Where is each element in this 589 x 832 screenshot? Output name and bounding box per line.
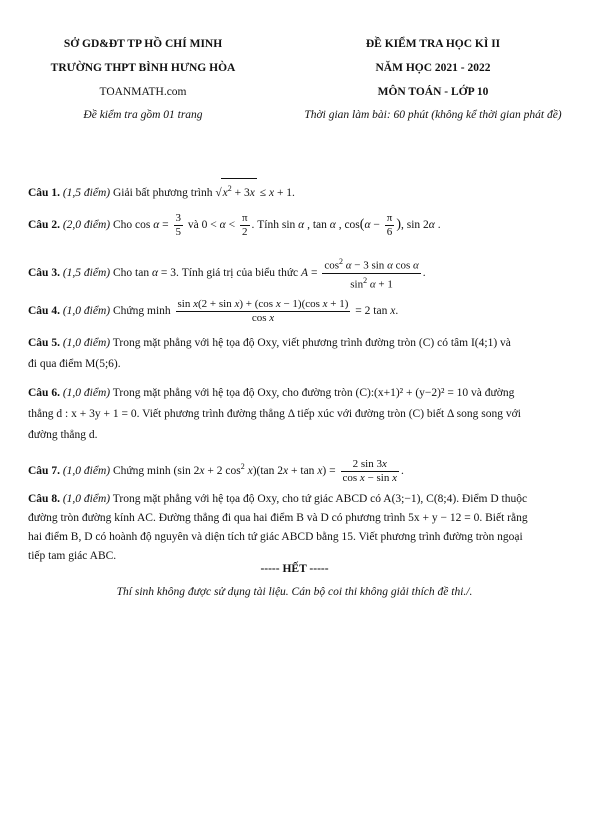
question-points: (1,0 điểm) <box>62 493 111 505</box>
math-tan-alpha: tan α = 3 <box>135 266 176 279</box>
math-identity: (sin 2x + 2 $\cos^2 x)(\tan$ 2x + tan x) = $\frac{2 \sin 3x}{\text{cos x − sin x}}$ . <box>173 457 404 484</box>
question-text: Trong mặt phẳng với hệ tọa độ Oxy, viết phương trình đường tròn (C) có tâm I(4;1) và <box>112 337 511 349</box>
question-5 <box>28 334 560 374</box>
question-text: . Tính <box>251 219 279 231</box>
exam-title: ĐỀ KIỂM TRA HỌC KÌ II <box>365 38 501 50</box>
question-text: Trong mặt phẳng với hệ tọa độ Oxy, cho đường tròn (C):(x+1)² + (y−2)² = 10 và đường <box>112 387 515 399</box>
question-label: Câu 8. <box>28 493 60 505</box>
question-6 <box>28 384 560 445</box>
question-text: Giải bất phương trình <box>112 186 213 199</box>
question-label: Câu 2. <box>28 219 60 231</box>
question-label: Câu 1. <box>28 186 60 199</box>
website-name: TOANMATH.com <box>99 85 187 98</box>
math-inequality: $√x^2 + 3x \le x + 1$. <box>215 187 295 199</box>
question-label: Câu 3. <box>28 266 60 279</box>
question-text: Cho <box>112 219 133 231</box>
question-points: (1,0 điểm) <box>62 464 111 477</box>
question-text: hai điểm B, D có hoành độ nguyên và diện tích tứ giác ABCD bằng 15. Viết phương trình đường tròn ngoại <box>28 531 523 543</box>
question-points: (2,0 điểm) <box>62 219 111 231</box>
question-text: tiếp tam giác ABC. <box>28 550 117 562</box>
school-header <box>28 38 258 123</box>
question-2 <box>28 210 560 240</box>
question-points: (1,0 điểm) <box>62 337 111 349</box>
math-range: 0 < α < $\frac{\pi}{2}$ <box>201 211 248 238</box>
math-targets: sin α , tan α , cos(α − $\frac{\pi}{6}$ ), sin 2α . <box>281 211 441 238</box>
question-7 <box>28 452 560 486</box>
question-text: đi qua điểm M(5;6). <box>28 358 121 370</box>
question-points: (1,0 điểm) <box>62 387 111 399</box>
math-identity: $\frac{\text{sin x(2 + sin x) + (cos x − 1)(cos x + 1)}}{\text{cos x}}$ = 2 tan x. <box>177 297 399 324</box>
question-text: Chứng minh <box>112 464 171 477</box>
math-expression: A = $\frac{\cos^2 \alpha - 3 \sin \alpha \cos \alpha}{\sin^2 \alpha + 1}$ . <box>301 257 426 291</box>
subject-grade: MÔN TOÁN - LỚP 10 <box>377 85 489 98</box>
question-text: Chứng minh <box>112 305 171 317</box>
end-marker: ----- HẾT ----- <box>260 563 329 575</box>
question-label: Câu 4. <box>28 305 60 317</box>
department-name: SỞ GD&ĐT TP HỒ CHÍ MINH <box>63 38 223 50</box>
question-label: Câu 7. <box>28 464 60 477</box>
question-label: Câu 5. <box>28 337 60 349</box>
question-text: và <box>187 219 199 231</box>
question-1 <box>28 178 560 203</box>
question-label: Câu 6. <box>28 387 60 399</box>
math-cos-alpha: cos α = $\frac{3}{5}$ <box>135 211 182 238</box>
school-year: NĂM HỌC 2021 - 2022 <box>375 61 491 74</box>
question-points: (1,5 điểm) <box>62 186 111 199</box>
question-text: đường tròn đường kính AC. Đường thẳng đi qua hai điểm B và D có phương trình 5x + y − 12 = 0. Biết rằng <box>28 512 528 524</box>
question-text: Trong mặt phẳng với hệ tọa độ Oxy, cho tứ giác ABCD có A(3;−1), C(8;4). Điểm D thuộc <box>112 493 528 505</box>
exam-header <box>288 38 578 123</box>
question-3 <box>28 255 560 291</box>
school-name: TRƯỜNG THPT BÌNH HƯNG HÒA <box>50 61 236 74</box>
question-text: đường thẳng d. <box>28 429 98 441</box>
question-points: (1,5 điểm) <box>62 266 111 279</box>
candidate-note: Thí sinh không được sử dụng tài liệu. Cán bộ coi thi không giải thích đề thi./. <box>116 586 473 598</box>
question-points: (1,0 điểm) <box>62 305 111 317</box>
question-8 <box>28 490 560 566</box>
question-text: Cho <box>112 266 133 279</box>
question-text: . Tính giá trị của biểu thức <box>176 266 299 279</box>
exam-duration: Thời gian làm bài: 60 phút (không kể thời gian phát đề) <box>304 109 562 122</box>
question-4 <box>28 296 560 326</box>
question-text: thẳng d : x + 3y + 1 = 0. Viết phương trình đường thẳng Δ tiếp xúc với đường tròn (C) biết Δ song song với <box>28 408 521 420</box>
page-count-note: Đề kiểm tra gồm 01 trang <box>83 109 203 122</box>
